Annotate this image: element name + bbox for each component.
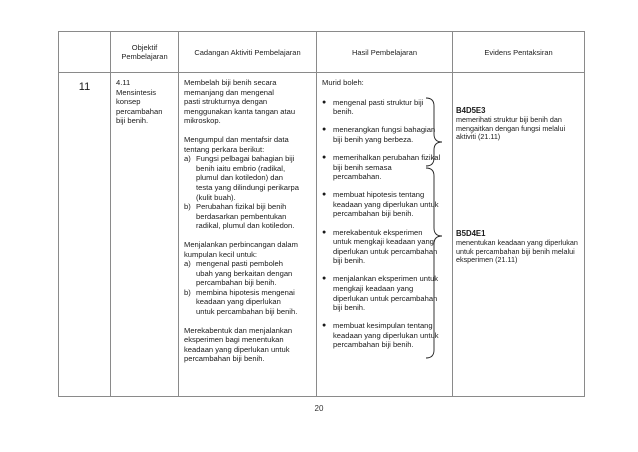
activity-line: Merekabentuk dan menjalankan [184, 325, 293, 335]
table-row [59, 73, 585, 397]
evidence-line: eksperimen (21.11) [456, 255, 518, 265]
subitem-line: percambahan biji benih. [196, 278, 277, 288]
list-item [322, 228, 448, 266]
outcome-line: diperlukan untuk percambahan [333, 246, 438, 256]
evidence-block [456, 229, 578, 265]
outcome-line: untuk mengkaji keadaan yang [333, 237, 434, 247]
activity-line: eksperimen bagi menentukan [184, 335, 284, 345]
activity-line: Membelah biji benih secara [184, 78, 277, 87]
outcome-line: diperlukan untuk percambahan [333, 293, 438, 303]
outcome-line: memerihalkan perubahan fizikal [333, 152, 441, 162]
list-item [322, 274, 448, 312]
activity-subitem [184, 202, 312, 231]
outcomes-intro: Murid boleh: [322, 78, 364, 87]
subitem-line: membina hipotesis mengenai [196, 287, 295, 297]
header-outcomes: Hasil Pembelajaran [317, 32, 453, 73]
header-week [59, 32, 111, 73]
evidence-line: untuk percambahan biji benih melalui [456, 246, 575, 256]
subitem-line: plumul dan kotiledon) dan [196, 173, 283, 183]
outcome-line: membuat hipotesis tentang [333, 190, 425, 200]
evidence-code: B5D4E1 [456, 229, 486, 238]
outcome-line: mengenal pasti struktur biji [333, 97, 424, 107]
bullet-icon: ● [322, 98, 327, 106]
outcome-line: percambahan biji benih. [333, 340, 414, 350]
subitem-line: benih iaitu embrio (radikal, [196, 163, 286, 173]
activity-line: keadaan yang diperlukan untuk [184, 344, 290, 354]
subitem-line: mengenal pasti pemboleh [196, 259, 283, 269]
evidence-cell [453, 73, 585, 397]
activity-subitem [184, 259, 312, 288]
subitem-label: a) [184, 259, 191, 269]
header-evidence: Evidens Pentaksiran [453, 32, 585, 73]
outcomes-list [322, 98, 448, 350]
activity-line: memanjang dan mengenal [184, 87, 274, 97]
list-item [322, 153, 448, 182]
subitem-label: a) [184, 154, 191, 164]
list-item [322, 190, 448, 219]
activity-line: mikroskop. [184, 116, 221, 126]
objective-line: percambahan [116, 106, 163, 116]
outcome-line: biji benih. [333, 303, 366, 313]
bullet-icon: ● [322, 153, 327, 161]
subitem-line: keadaan yang diperlukan [196, 297, 281, 307]
subitem-line: Perubahan fizikal biji benih [196, 202, 287, 212]
objective-line: konsep [116, 97, 141, 107]
outcome-line: percambahan. [333, 172, 382, 182]
subitem-line: berdasarkan pembentukan [196, 211, 287, 221]
week-number: 11 [59, 73, 111, 397]
activity-line: tentang perkara berikut: [184, 144, 265, 154]
outcome-line: keadaan yang diperlukan untuk [333, 199, 439, 209]
outcomes-cell [317, 73, 453, 397]
page-number: 20 [314, 404, 324, 413]
bullet-icon: ● [322, 322, 327, 330]
evidence-code: B4D5E3 [456, 106, 486, 115]
activity-subitem [184, 154, 312, 202]
evidence-line: memerihati struktur biji benih dan [456, 115, 562, 124]
outcome-line: biji benih. [333, 256, 366, 266]
outcome-line: keadaan yang diperlukan untuk [333, 330, 439, 340]
outcome-line: biji benih semasa [333, 162, 392, 172]
activity-line: menggunakan kanta tangan atau [184, 106, 296, 116]
objective-line: biji benih. [116, 116, 149, 126]
header-objective: Objektif Pembelajaran [111, 32, 179, 73]
objective-cell [111, 73, 179, 397]
activity-line: kumpulan kecil untuk: [184, 249, 258, 259]
outcome-line: benih. [333, 107, 354, 117]
evidence-line: mengaitkan dengan fungsi melalui [456, 123, 566, 133]
outcome-line: merekabentuk eksperimen [333, 227, 423, 237]
objective-line: Mensintesis [116, 87, 157, 97]
activity-line: percambahan biji benih. [184, 354, 265, 364]
outcome-line: percambahan biji benih. [333, 209, 414, 219]
list-item [322, 321, 448, 350]
header-activities: Cadangan Aktiviti Pembelajaran [179, 32, 317, 73]
bullet-icon: ● [322, 126, 327, 134]
outcome-line: biji benih yang berbeza. [333, 134, 414, 144]
bullet-icon: ● [322, 191, 327, 199]
evidence-block [456, 106, 565, 142]
activity-line: Mengumpul dan mentafsir data [184, 134, 289, 144]
subitem-label: b) [184, 202, 191, 212]
activity-line: pasti strukturnya dengan [184, 97, 268, 107]
subitem-line: untuk percambahan biji benih. [196, 307, 298, 317]
evidence-line: aktiviti (21.11) [456, 132, 501, 142]
table-header-row [59, 32, 585, 73]
outcome-line: mengkaji keadaan yang [333, 284, 414, 293]
outcome-line: membuat kesimpulan tentang [333, 321, 433, 331]
subitem-line: ubah yang berkaitan dengan [196, 268, 293, 278]
outcome-line: menerangkan fungsi bahagian [333, 125, 436, 135]
list-item [322, 125, 448, 144]
activity-subitem [184, 288, 312, 317]
list-item [322, 98, 448, 117]
subitem-line: radikal, plumul dan kotiledon. [196, 221, 295, 231]
bullet-icon: ● [322, 275, 327, 283]
subitem-label: b) [184, 287, 191, 297]
activity-line: Menjalankan perbincangan dalam [184, 239, 298, 249]
evidence-line: menentukan keadaan yang diperlukan [456, 238, 578, 247]
lesson-plan-table [58, 31, 585, 397]
outcome-line: menjalankan eksperimen untuk [333, 274, 439, 284]
objective-line: 4.11 [116, 78, 131, 87]
bullet-icon: ● [322, 228, 327, 236]
subitem-line: Fungsi pelbagai bahagian biji [196, 154, 295, 164]
activities-cell [179, 73, 317, 397]
subitem-line: testa yang dilindungi perikarpa [196, 182, 300, 192]
subitem-line: (kulit buah). [196, 192, 236, 202]
